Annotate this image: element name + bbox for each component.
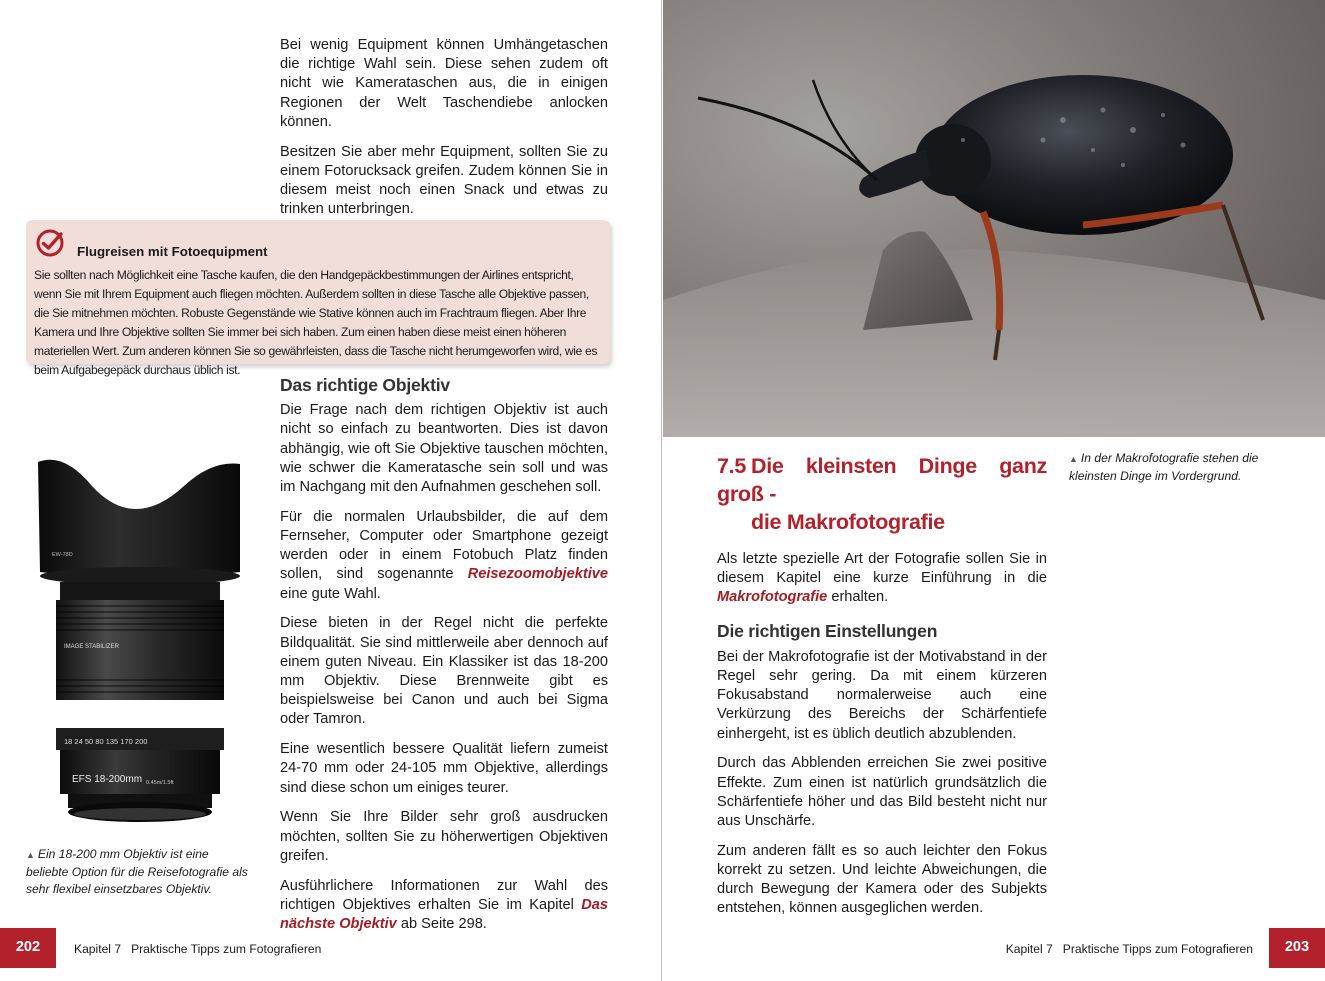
zoom-lens-image [34,452,246,832]
paragraph: Besitzen Sie aber mehr Equipment, sollten Sie zu einem Fotorucksack greifen. Zudem können Sie in diesem meist noch einen Snack und etwas zu trinken unterbringen. [280,143,608,218]
infobox-title: Flugreisen mit Fotoequipment [77,244,268,259]
macro-section [717,452,1047,929]
section-title: 7.5 Die kleinsten Dinge ganz groß - die Makrofotografie [717,454,1047,534]
paragraph: Als letzte spezielle Art der Fotografie sollen Sie in diesem Kapitel eine kurze Einführung in die Makrofotografie erhalten. [717,551,1047,606]
right-page [663,0,1325,981]
objective-section [280,376,608,945]
distance-label: 0.45m/1.5ft [146,780,174,786]
term-link: Makrofotografie [717,589,828,606]
page-footer [0,928,662,968]
paragraph: Wenn Sie Ihre Bilder sehr groß ausdrucken möchten, sollten Sie zu höherwertigen Objektiven greifen. [280,809,608,864]
stabilizer-label: IMAGE STABILIZER [64,644,119,650]
paragraph: Bei wenig Equipment können Umhängetaschen die richtige Wahl sein. Diese sehen zudem oft nicht wie Kamerataschen aus, die in einigen Regionen der Welt Taschendiebe anlocken können. [280,37,608,130]
top-text-block [280,36,608,230]
left-page [0,0,662,981]
triangle-up-icon: ▲ [1069,454,1078,464]
paragraph: Eine wesentlich bessere Qualität liefern zumeist 24-70 mm oder 24-105 mm Objektive, allerdings sind diese schon um einiges teurer. [280,741,608,796]
subheading: Die richtigen Einstellungen [717,620,938,641]
page-footer [663,928,1325,968]
tip-infobox [26,220,610,377]
check-circle-icon [35,228,65,258]
lens-caption: ▲ Ein 18-200 mm Objektiv ist eine beliebte Option für die Reisefotografie als sehr flexibel einsetzbares Objektiv. [26,847,248,896]
paragraph: Die Frage nach dem richtigen Objektiv ist auch nicht so einfach zu beantworten. Dies ist davon abhängig, wie oft Sie Objektive tauschen möchten, wie schwer die Kameratasche sein soll und was im Nachgang mit den Aufnahmen geschehen soll. [280,402,608,496]
infobox-text: Sie sollten nach Möglichkeit eine Tasche kaufen, die den Handgepäckbestimmungen der Airlines entspricht, wenn Sie mit Ihrem Equipment auch fliegen möchten. Außerdem sollten in diese Tasche alle Objektive passen, die Sie mitnehmen möchten. Robuste Gegenstände wie Stative können auch im Frachtraum fliegen. Aber Ihre Kamera und Ihre Objektive sollten Sie immer bei sich haben. Zum einen haben diese meist einen höheren materiellen Wert. Zum anderen können Sie so gewährleisten, dass die Tasche nicht herumgeworfen wird, wie es beim Aufgabegepäck durchaus üblich ist. [34,268,598,377]
weevil-macro-photo [663,0,1325,437]
paragraph: Diese bieten in der Regel nicht die perfekte Bildqualität. Sie sind mittlerweile aber dennoch auf einem guten Niveau. Ein Klassiker ist das 18-200 mm Objektiv. Diese Brennweite gibt es beispielsweise bei Canon und auch bei Sigma oder Tamron. [280,615,608,728]
photo-caption: ▲ In der Makrofotografie stehen die kleinsten Dinge im Vordergrund. [1069,451,1259,483]
page-number: 203 [1269,928,1325,968]
page-number: 202 [0,928,56,968]
lens-model-label: EFS 18-200mm [72,774,143,785]
paragraph: Ausführlichere Informationen zur Wahl des richtigen Objektives erhalten Sie im Kapitel Das nächste Objektiv ab Seite 298. [280,877,608,933]
paragraph: Zum anderen fällt es so auch leichter den Fokus korrekt zu setzen. Und leichte Abweichungen, die durch Bewegung der Kamera oder des Subjekts entstehen, können ausgeglichen werden. [717,842,1047,917]
paragraph: Durch das Abblenden erreichen Sie zwei positive Effekte. Zum einen ist natürlich grundsätzlich die Schärfentiefe höher und das Bild besteht nicht nur aus Unschärfe. [717,755,1047,830]
chapter-reference: Das nächste Objektiv [280,896,608,933]
lens-hood-label: EW-78D [52,552,73,558]
running-footer: Kapitel 7 Praktische Tipps zum Fotografieren [1005,942,1253,956]
triangle-up-icon: ▲ [26,850,35,860]
running-footer: Kapitel 7 Praktische Tipps zum Fotografieren [74,942,322,956]
focal-scale: 18 24 50 80 135 170 200 [64,737,148,746]
paragraph: Für die normalen Urlaubsbilder, die auf dem Fernseher, Computer oder Smartphone gezeigt werden oder in einem Fotobuch Platz finden sollen, sind sogenannte Reisezoomobjektive eine gute Wahl. [280,508,608,602]
paragraph: Bei der Makrofotografie ist der Motivabstand in der Regel sehr gering. Da mit einem kürzeren Fokusabstand normalerweise auch eine Verkürzung des Bereichs der Schärfentiefe einhergeht, ist es üblich deutlich abzublenden. [717,648,1047,742]
section-heading: Das richtige Objektiv [280,375,450,395]
term-link: Reisezoomobjektive [467,566,608,583]
